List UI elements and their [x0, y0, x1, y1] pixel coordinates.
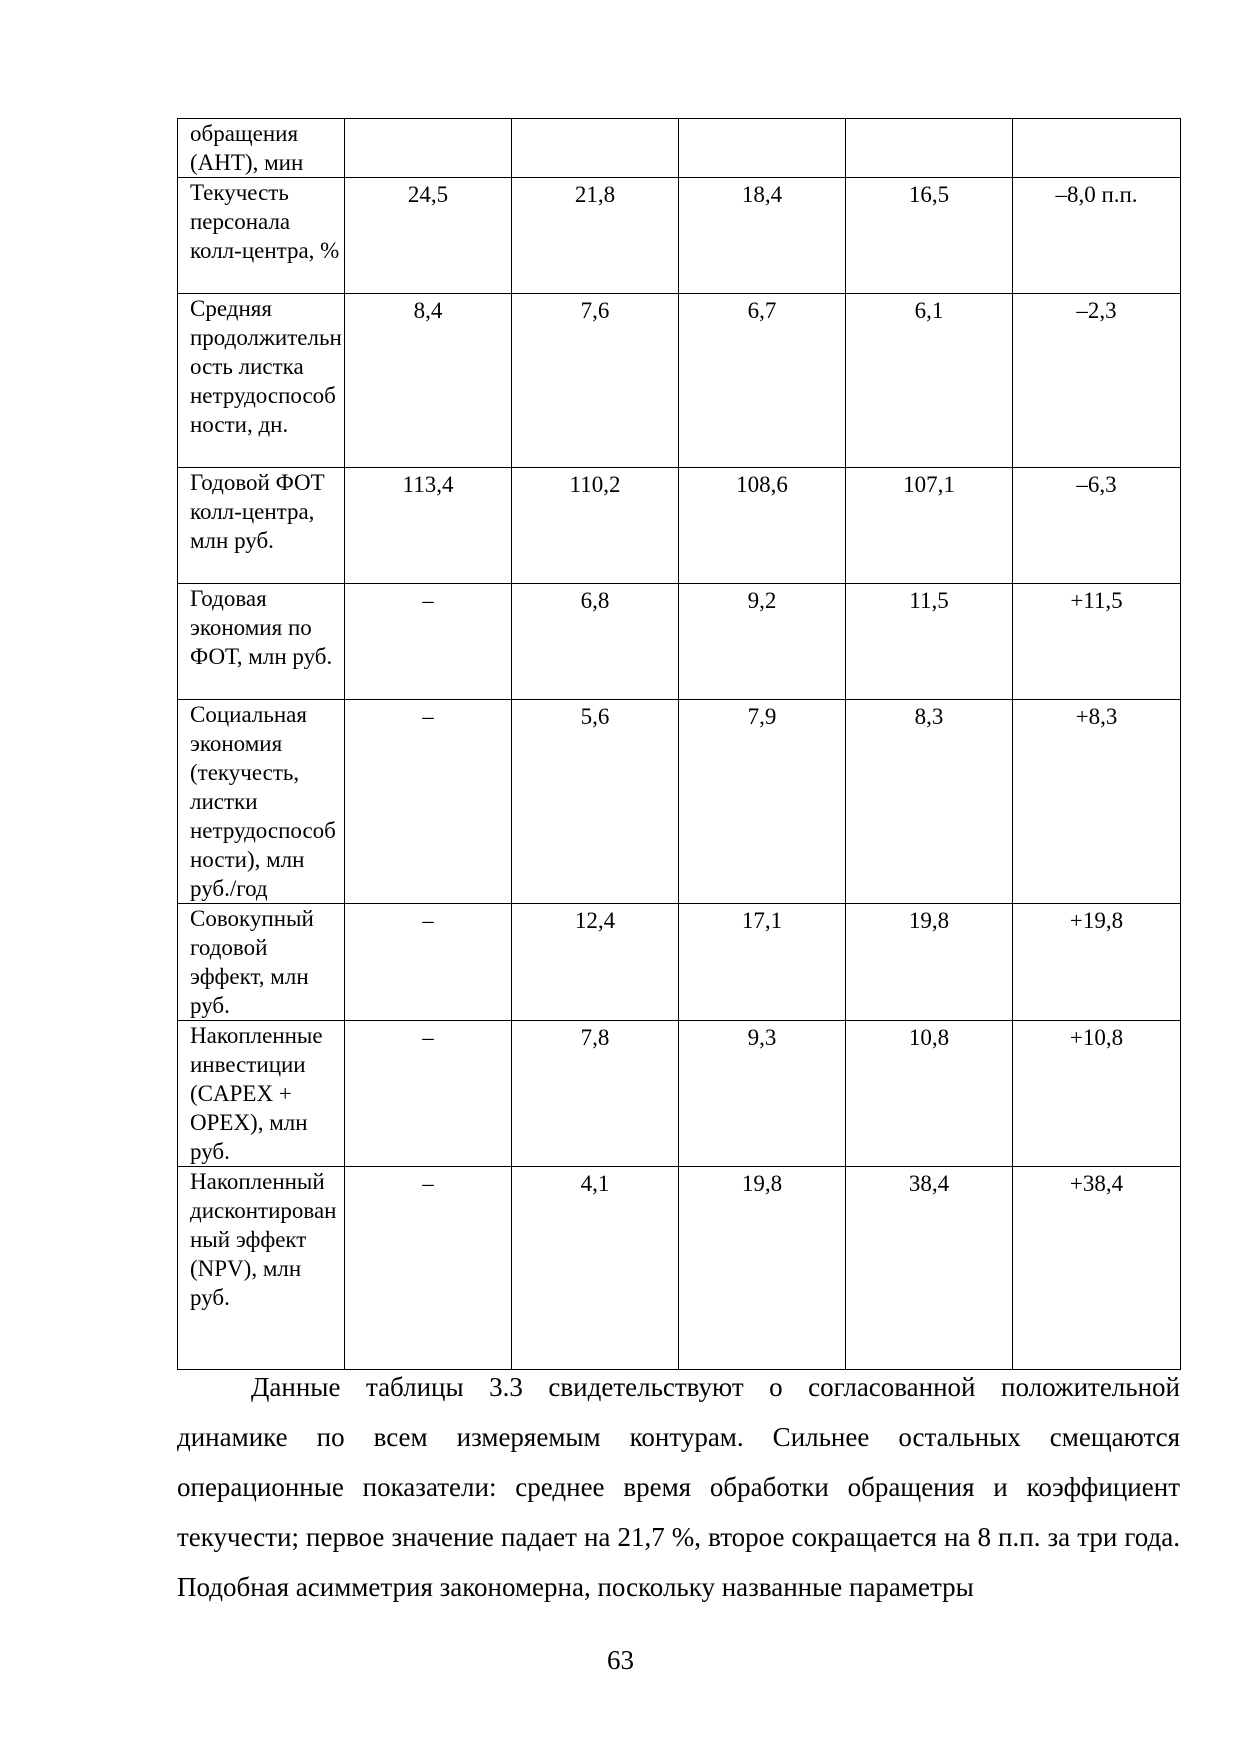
table-cell: 7,8 — [512, 1021, 679, 1167]
table-cell: – — [345, 584, 512, 700]
table-cell — [512, 119, 679, 178]
table-cell: 7,9 — [679, 700, 846, 904]
table-row — [178, 119, 1181, 178]
table-cell: –6,3 — [1013, 468, 1181, 584]
table-cell: 6,7 — [679, 294, 846, 468]
table-cell: 19,8 — [679, 1167, 846, 1370]
body-paragraph: Данные таблицы 3.3 свидетельствуют о согласованной положительной динамике по всем измеряемым контурам. Сильнее остальных смещаются операционные показатели: среднее время обработки обращения и коэффициент текучести; первое значение падает на 21,7 %, второе сокращается на 8 п.п. за три года. Подобная асимметрия закономерна, поскольку названные параметры — [177, 1372, 1180, 1602]
page-number: 63 — [607, 1645, 634, 1675]
table-cell: +19,8 — [1013, 904, 1181, 1021]
table-cell: – — [345, 1021, 512, 1167]
table-cell: 18,4 — [679, 178, 846, 294]
table-row — [178, 294, 1181, 468]
table-cell: 5,6 — [512, 700, 679, 904]
row-label: обращения (АНТ), мин — [178, 119, 345, 178]
table-cell: +38,4 — [1013, 1167, 1181, 1370]
table-cell: 7,6 — [512, 294, 679, 468]
table-cell: – — [345, 700, 512, 904]
table-row — [178, 1167, 1181, 1370]
table-row — [178, 584, 1181, 700]
table-cell: +10,8 — [1013, 1021, 1181, 1167]
row-label: Накопленный дисконтированный эффект (NPV), млн руб. — [178, 1167, 345, 1370]
table-cell: 10,8 — [846, 1021, 1013, 1167]
table-cell: 6,1 — [846, 294, 1013, 468]
table-cell: +8,3 — [1013, 700, 1181, 904]
table-row — [178, 178, 1181, 294]
table-cell: 4,1 — [512, 1167, 679, 1370]
row-label: Годовой ФОТ колл-центра, млн руб. — [178, 468, 345, 584]
table-cell: 113,4 — [345, 468, 512, 584]
table-cell: 17,1 — [679, 904, 846, 1021]
table-cell: – — [345, 904, 512, 1021]
table-cell — [679, 119, 846, 178]
table-cell: 107,1 — [846, 468, 1013, 584]
table-cell: 8,3 — [846, 700, 1013, 904]
table-cell: – — [345, 1167, 512, 1370]
row-label: Социальная экономия (текучесть, листки нетрудоспособности), млн руб./год — [178, 700, 345, 904]
row-label: Накопленные инвестиции (CAPEX + OPEX), млн руб. — [178, 1021, 345, 1167]
table-cell: 12,4 — [512, 904, 679, 1021]
table-cell: 24,5 — [345, 178, 512, 294]
row-label: Совокупный годовой эффект, млн руб. — [178, 904, 345, 1021]
table-cell: 21,8 — [512, 178, 679, 294]
row-label: Годовая экономия по ФОТ, млн руб. — [178, 584, 345, 700]
table-cell: 38,4 — [846, 1167, 1013, 1370]
table-cell — [1013, 119, 1181, 178]
table-row — [178, 904, 1181, 1021]
table-cell — [846, 119, 1013, 178]
table-cell: 110,2 — [512, 468, 679, 584]
row-label: Средняя продолжительность листка нетрудоспособности, дн. — [178, 294, 345, 468]
row-label: Текучесть персонала колл-центра, % — [178, 178, 345, 294]
table-cell: –8,0 п.п. — [1013, 178, 1181, 294]
table-cell: 9,3 — [679, 1021, 846, 1167]
table-cell — [345, 119, 512, 178]
table-row — [178, 468, 1181, 584]
table-cell: 6,8 — [512, 584, 679, 700]
table-row — [178, 700, 1181, 904]
table-cell: 19,8 — [846, 904, 1013, 1021]
table-cell: –2,3 — [1013, 294, 1181, 468]
results-table — [177, 118, 1181, 1370]
table-cell: 8,4 — [345, 294, 512, 468]
table-cell: 108,6 — [679, 468, 846, 584]
table-row — [178, 1021, 1181, 1167]
table-cell: 11,5 — [846, 584, 1013, 700]
table-cell: 16,5 — [846, 178, 1013, 294]
table-cell: +11,5 — [1013, 584, 1181, 700]
table-cell: 9,2 — [679, 584, 846, 700]
